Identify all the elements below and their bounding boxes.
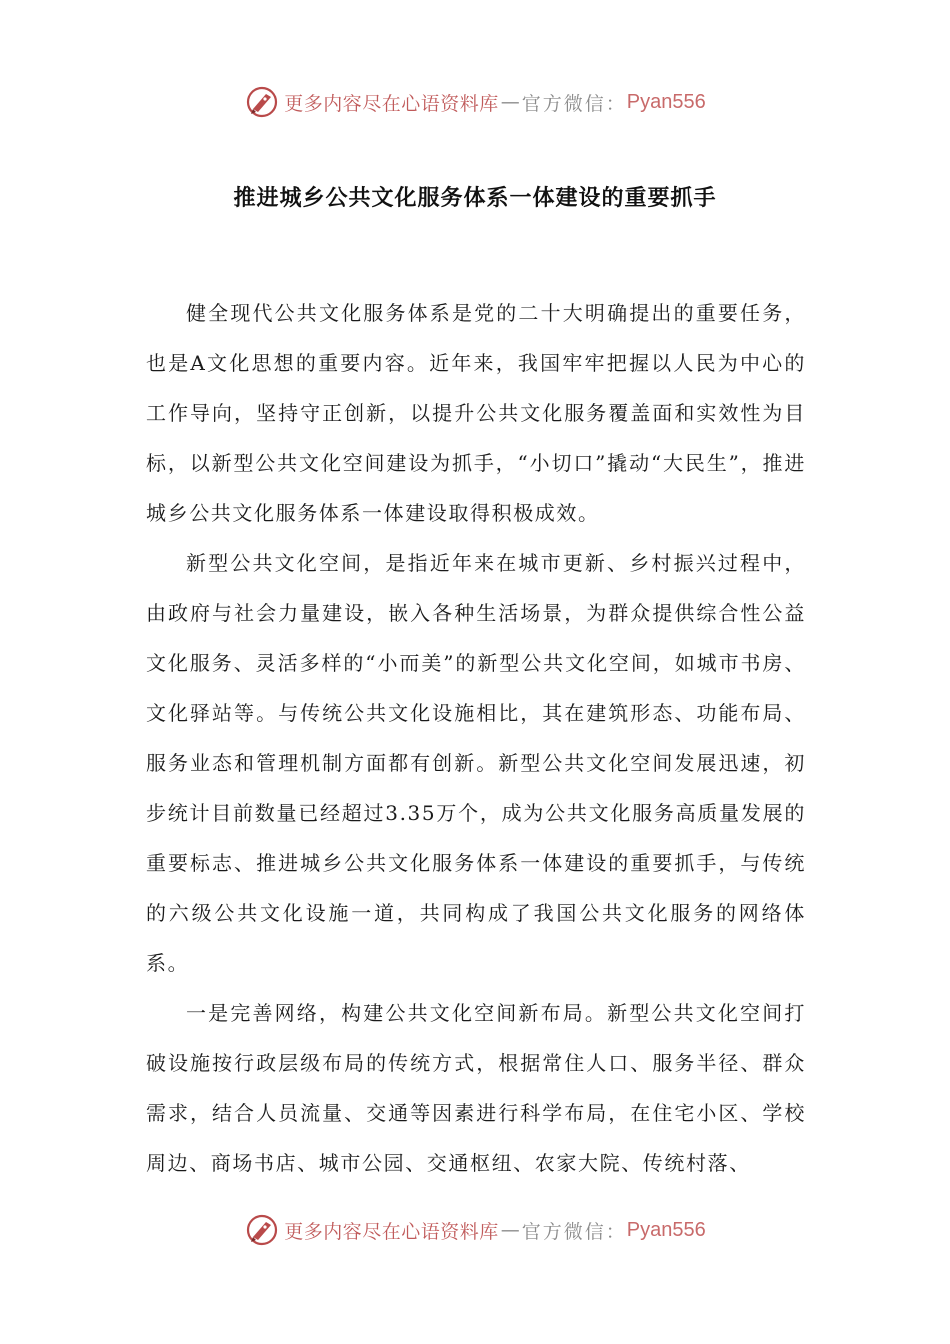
footer-dash: — [500, 1219, 520, 1241]
header-banner [0, 80, 950, 124]
banner-wechat-id: Pyan556 [626, 90, 706, 113]
paragraph-2: 新型公共文化空间，是指近年来在城市更新、乡村振兴过程中，由政府与社会力量建设，嵌入各种生活场景，为群众提供综合性公益文化服务、灵活多样的“小而美”的新型公共文化空间，如城市书房、文化驿站等。与传统公共文化设施相比，其在建筑形态、功能布局、服务业态和管理机制方面都有创新。新型公共文化空间发展迅速，初步统计目前数量已经超过3.35万个，成为公共文化服务高质量发展的重要标志、推进城乡公共文化服务体系一体建设的重要抓手，与传统的六级公共文化设施一道，共同构成了我国公共文化服务的网络体系。 [146, 551, 806, 975]
banner-wechat-label: 官方微信： [521, 92, 627, 115]
document-body [146, 288, 806, 1188]
footer-wechat-label: 官方微信： [521, 1220, 627, 1243]
banner-slogan: 更多内容尽在心语资料库 [284, 92, 499, 115]
footer-wechat-id: Pyan556 [626, 1218, 706, 1241]
banner-dash: — [500, 91, 520, 113]
paragraph-1: 健全现代公共文化服务体系是党的二十大明确提出的重要任务，也是A文化思想的重要内容。近年来，我国牢牢把握以人民为中心的工作导向，坚持守正创新，以提升公共文化服务覆盖面和实效性为目标，以新型公共文化空间建设为抓手，“小切口”撬动“大民生”，推进城乡公共文化服务体系一体建设取得积极成效。 [146, 301, 806, 525]
pen-logo-icon [244, 84, 280, 120]
pen-logo-icon [244, 1212, 280, 1248]
paragraph-3: 一是完善网络，构建公共文化空间新布局。新型公共文化空间打破设施按行政层级布局的传统方式，根据常住人口、服务半径、群众需求，结合人员流量、交通等因素进行科学布局，在住宅小区、学校周边、商场书店、城市公园、交通枢纽、农家大院、传统村落、 [146, 1001, 806, 1175]
document-title: 推进城乡公共文化服务体系一体建设的重要抓手 [233, 185, 717, 211]
footer-banner [0, 1208, 950, 1252]
footer-slogan: 更多内容尽在心语资料库 [284, 1220, 499, 1243]
